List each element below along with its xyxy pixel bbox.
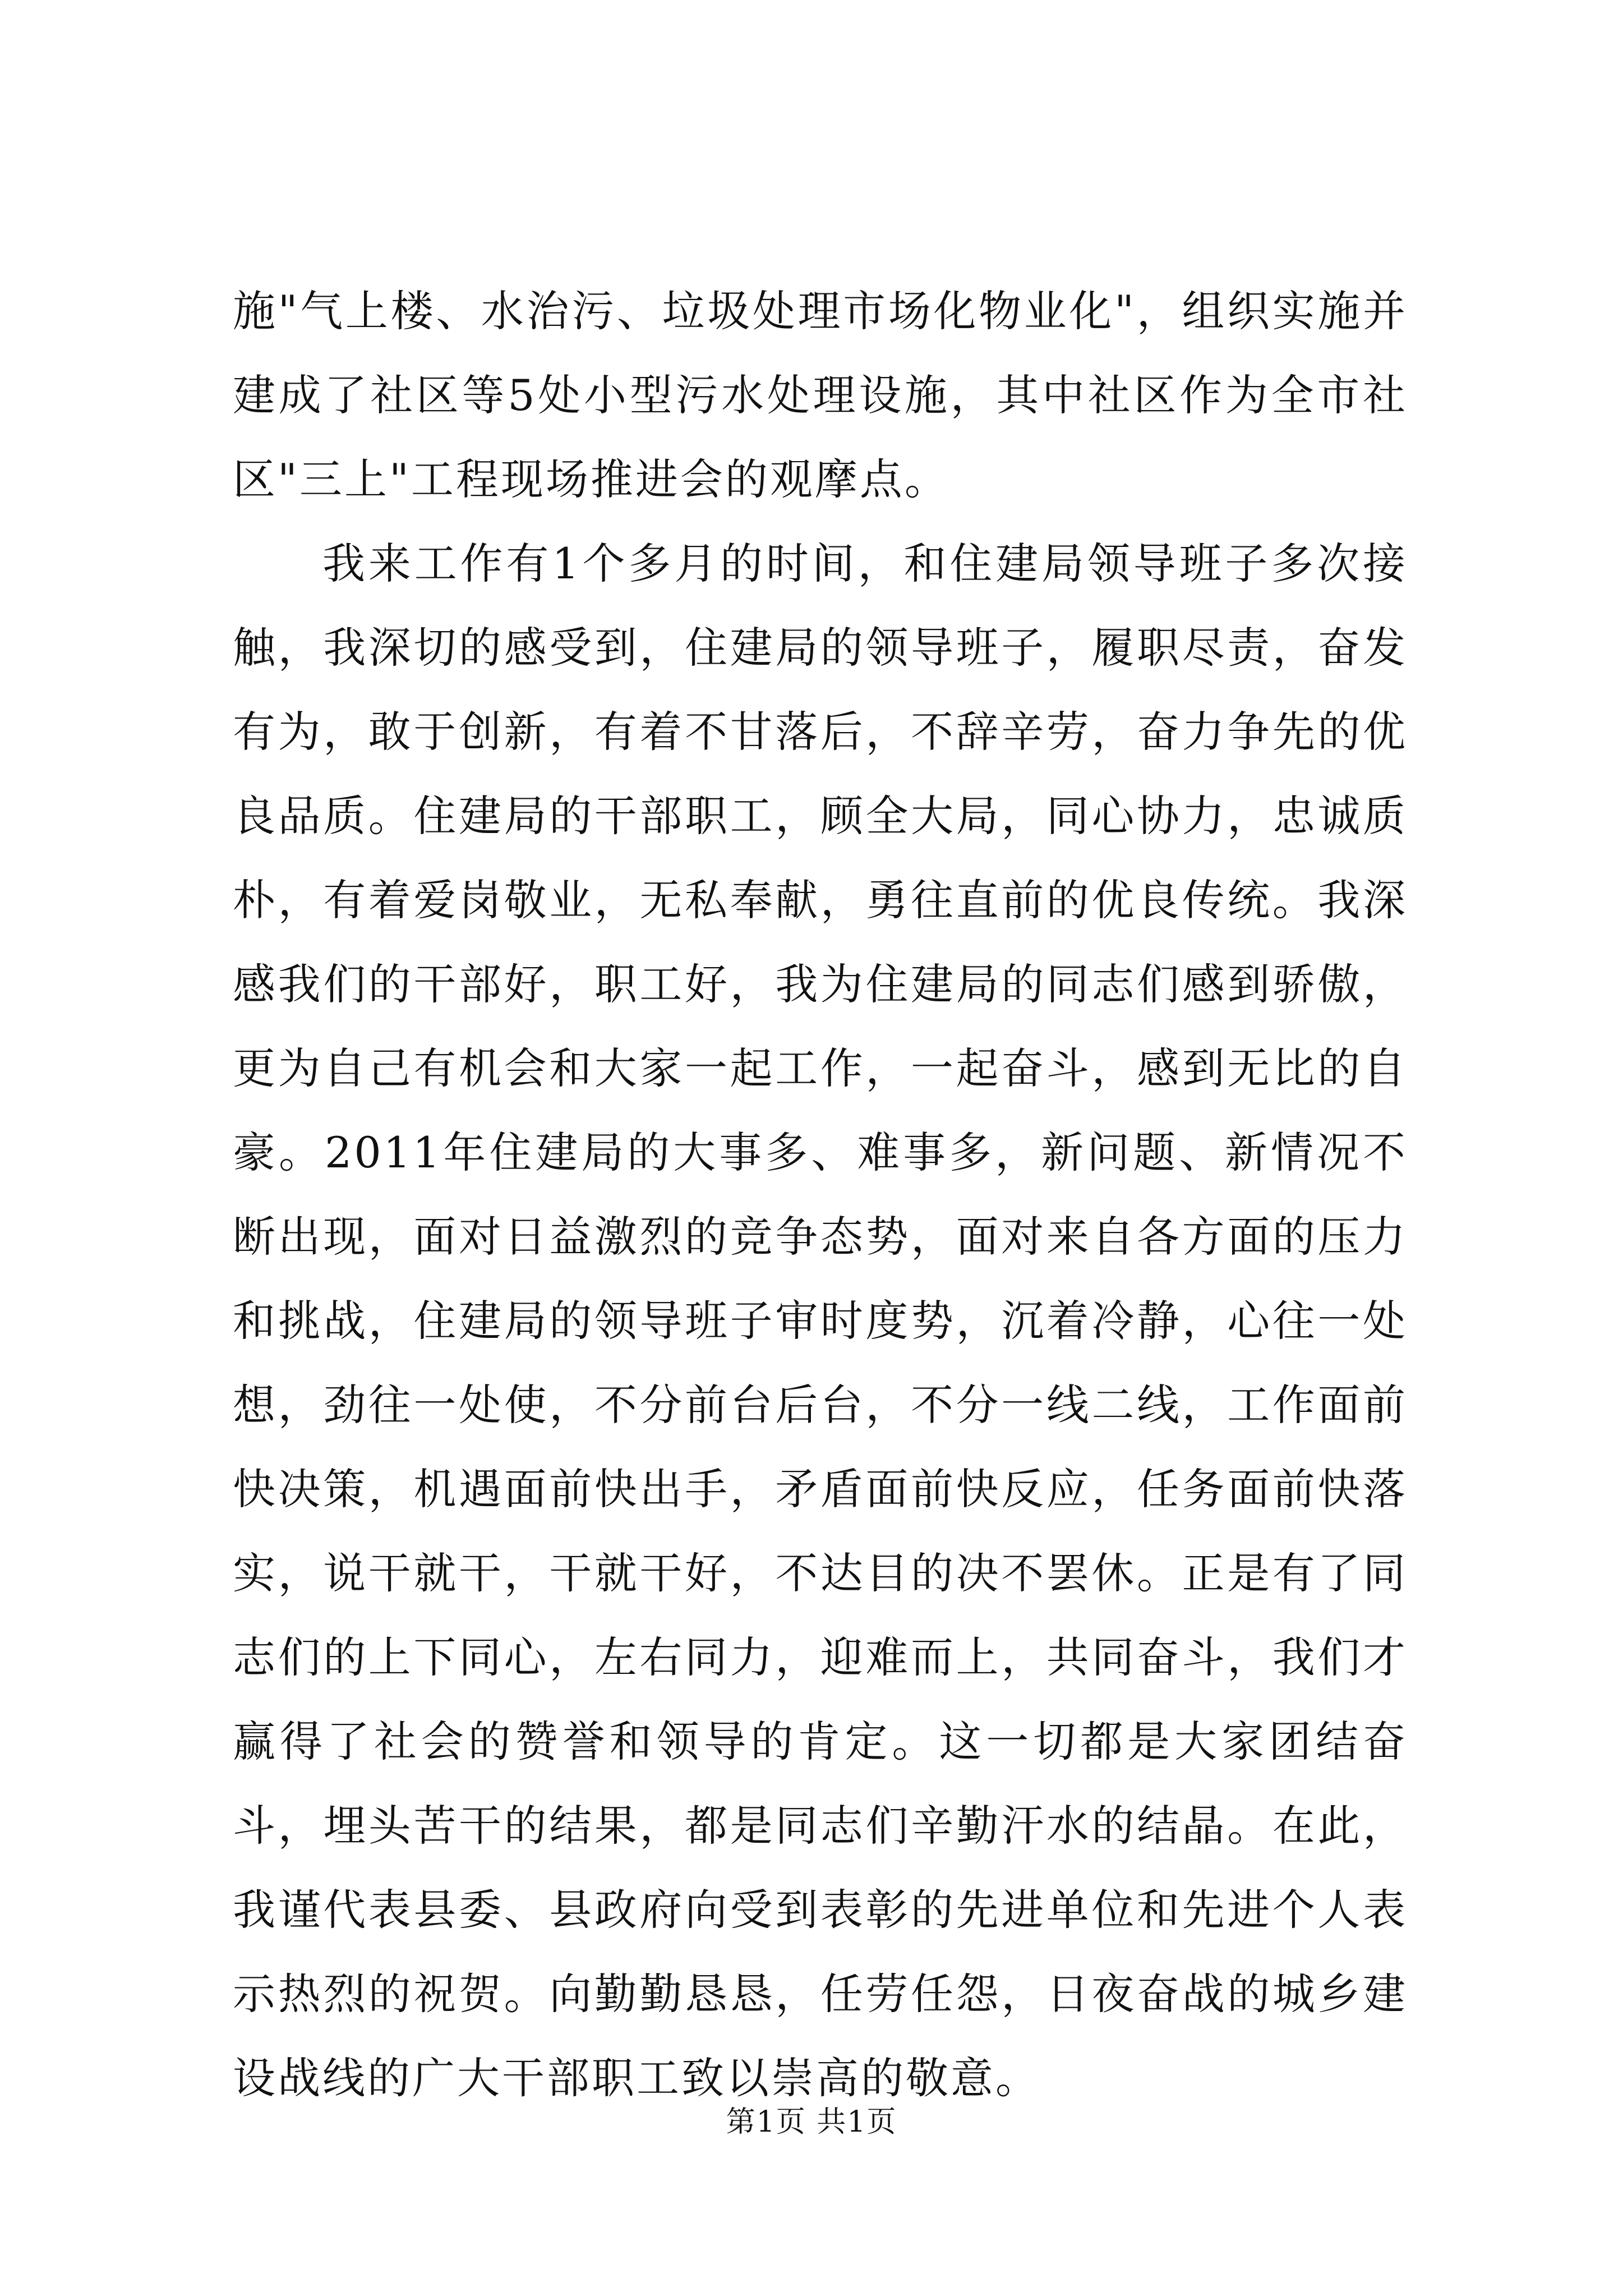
page-number-footer: 第1页 共1页 — [726, 2105, 897, 2139]
document-body — [233, 269, 1408, 2120]
paragraph-main: 我来工作有1个多月的时间，和住建局领导班子多次接触，我深切的感受到，住建局的领导班子，履职尽责，奋发有为，敢于创新，有着不甘落后，不辞辛劳，奋力争先的优良品质。住建局的干部职工，顾全大局，同心协力，忠诚质朴，有着爱岗敬业，无私奉献，勇往直前的优良传统。我深感我们的干部好，职工好，我为住建局的同志们感到骄傲，更为自己有机会和大家一起工作，一起奋斗，感到无比的自豪。2011年住建局的大事多、难事多，新问题、新情况不断出现，面对日益激烈的竞争态势，面对来自各方面的压力和挑战，住建局的领导班子审时度势，沉着冷静，心往一处想，劲往一处使，不分前台后台，不分一线二线，工作面前快决策，机遇面前快出手，矛盾面前快反应，任务面前快落实，说干就干，干就干好，不达目的决不罢休。正是有了同志们的上下同心，左右同力，迎难而上，共同奋斗，我们才赢得了社会的赞誉和领导的肯定。这一切都是大家团结奋斗，埋头苦干的结果，都是同志们辛勤汗水的结晶。在此，我谨代表县委、县政府向受到表彰的先进单位和先进个人表示热烈的祝贺。向勤勤恳恳，任劳任怨，日夜奋战的城乡建设战线的广大干部职工致以崇高的敬意。 — [233, 539, 1408, 2103]
paragraph-continuation: 施"气上楼、水治污、垃圾处理市场化物业化"，组织实施并建成了社区等5处小型污水处理设施，其中社区作为全市社区"三上"工程现场推进会的观摩点。 — [233, 286, 1408, 504]
